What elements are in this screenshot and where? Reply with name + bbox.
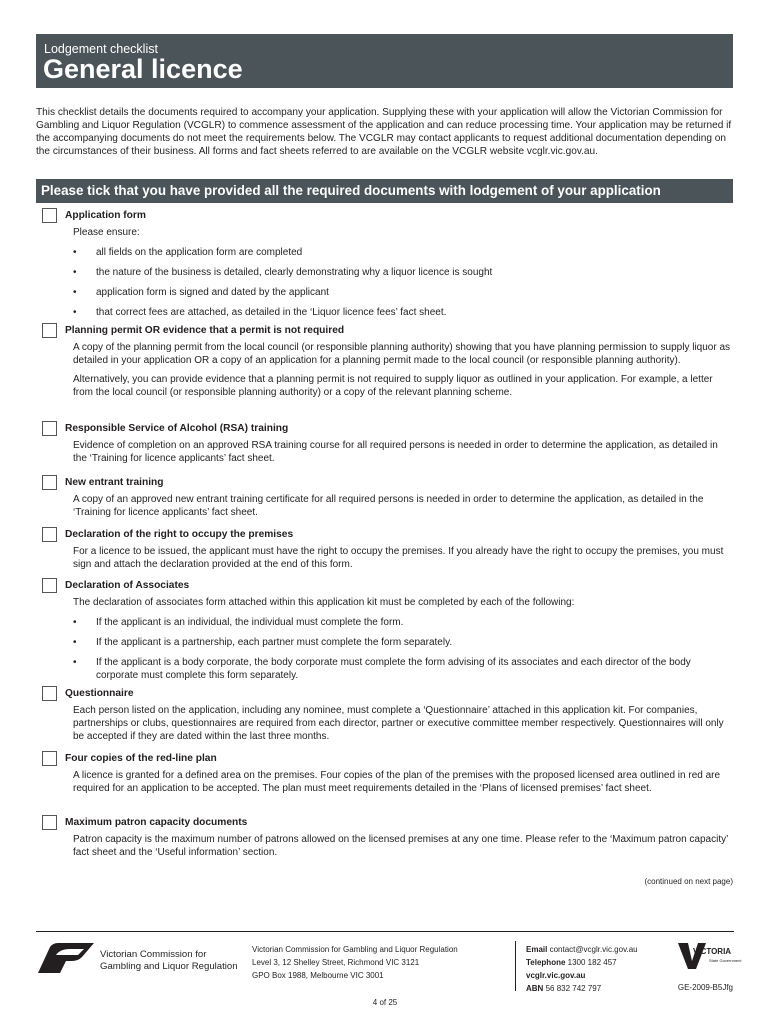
bullet-text: that correct fees are attached, as detailed in the ‘Liquor licence fees’ fact sheet. [96, 307, 447, 318]
continued-note: (continued on next page) [644, 877, 733, 886]
checklist-item-body [73, 493, 733, 519]
svg-text:VICTORIA: VICTORIA [693, 947, 732, 956]
checklist-item-body [73, 596, 733, 682]
footer-vertical-divider [515, 941, 516, 991]
bullet-icon: • [73, 657, 77, 668]
checklist-item-title: Planning permit OR evidence that a permit is not required [65, 325, 345, 336]
bullet-text: If the applicant is a partnership, each partner must complete the form separately. [96, 637, 453, 648]
checklist-item-title: Application form [65, 210, 146, 221]
checklist-paragraph: Please ensure: [73, 227, 140, 238]
page-title: General licence [43, 54, 243, 84]
checklist-item-title: Declaration of Associates [65, 580, 190, 591]
bullet-icon: • [73, 637, 77, 648]
bullet-text: the nature of the business is detailed, clearly demonstrating why a liquor licence is sought [96, 267, 493, 278]
header-subtitle: Lodgement checklist [44, 42, 158, 56]
checklist-item-title: Maximum patron capacity documents [65, 817, 248, 828]
checklist-item-body [73, 226, 733, 319]
phone-label: Telephone [526, 958, 566, 967]
checklist-checkbox[interactable] [42, 578, 57, 593]
checklist-paragraph: The declaration of associates form attached within this application kit must be completed by each of the following: [73, 597, 575, 608]
bullet-list [73, 246, 733, 319]
address-line: Victorian Commission for Gambling and Liquor Regulation [252, 945, 458, 954]
checklist-paragraph: For a licence to be issued, the applicant must have the right to occupy the premises. If you already have the right to occupy the premises, you must sign and attach the declaration provided at the end of this form. [73, 546, 724, 570]
checklist-checkbox[interactable] [42, 686, 57, 701]
website-link[interactable]: vcglr.vic.gov.au [526, 971, 586, 980]
checklist-paragraph: A copy of the planning permit from the local council (or responsible planning authority) showing that you have planning permission to supply liquor as detailed in your application OR a copy of an application for a planning permit made to the local council (or responsible planning authority). [73, 342, 731, 366]
bullet-list [73, 616, 733, 682]
vcglr-logo-icon [36, 941, 98, 975]
footer-address [252, 943, 458, 982]
bullet-item [73, 246, 733, 259]
logo-line-2: Gambling and Liquor Regulation [100, 960, 238, 972]
svg-text:State Government: State Government [709, 958, 742, 963]
checklist-checkbox[interactable] [42, 815, 57, 830]
phone-number: 1300 182 457 [567, 958, 617, 967]
checklist-paragraph: Each person listed on the application, including any nominee, must complete a ‘Questionnaire’ attached in this application kit. For companies, partnerships or clubs, questionnaires are required from each director, partner or executive committee member respectively. Questionnaires will only be accepted if they are dated within the last three months. [73, 705, 724, 742]
bullet-text: all fields on the application form are completed [96, 247, 303, 258]
logo-line-1: Victorian Commission for [100, 949, 207, 960]
header-band [36, 34, 733, 88]
checklist-paragraph: Evidence of completion on an approved RSA training course for all required persons is needed in order to determine the application, as detailed in the ‘Training for licence applicants’ fact sheet. [73, 440, 718, 464]
checklist-paragraph: A copy of an approved new entrant training certificate for all required persons is needed in order to determine the application, as detailed in the ‘Training for licence applicants’ fact sheet. [73, 494, 704, 518]
email-label: Email [526, 945, 548, 954]
bullet-item [73, 636, 733, 649]
bullet-item [73, 266, 733, 279]
checklist-paragraph: Alternatively, you can provide evidence that a planning permit is not required to supply liquor as outlined in your application. For example, a letter from the local council (or responsible planning authority) or a copy of the relevant planning scheme. [73, 374, 713, 398]
vcglr-logo [36, 941, 246, 975]
instruction-banner: Please tick that you have provided all the required documents with lodgement of your application [36, 179, 733, 203]
footer-divider [36, 931, 734, 932]
checklist-paragraph: A licence is granted for a defined area on the premises. Four copies of the plan of the premises with the proposed licensed area outlined in red are required for an application to be accepted. The plan must meet requirements detailed in the ‘Plans of licensed premises’ fact sheet. [73, 770, 721, 794]
checklist-item-title: Questionnaire [65, 688, 134, 699]
checklist-item-body [73, 545, 733, 571]
document-id: GE-2009-B5Jfg [677, 983, 733, 992]
bullet-icon: • [73, 307, 77, 318]
page-number: 4 of 25 [372, 998, 398, 1007]
checklist-item-body [73, 439, 733, 465]
abn-number: 56 832 742 797 [545, 984, 602, 993]
checklist-item-body [73, 833, 733, 859]
checklist-item-title: New entrant training [65, 477, 164, 488]
abn-label: ABN [526, 984, 544, 993]
bullet-icon: • [73, 287, 77, 298]
email-link[interactable]: contact@vcglr.vic.gov.au [549, 945, 638, 954]
checklist-checkbox[interactable] [42, 527, 57, 542]
address-line: GPO Box 1988, Melbourne VIC 3001 [252, 971, 384, 980]
checklist-checkbox[interactable] [42, 208, 57, 223]
checklist-item-title: Four copies of the red-line plan [65, 753, 217, 764]
checklist-item-body [73, 341, 733, 399]
checklist-checkbox[interactable] [42, 751, 57, 766]
footer-contact [526, 943, 638, 995]
bullet-item [73, 616, 733, 629]
bullet-text: If the applicant is an individual, the individual must complete the form. [96, 617, 404, 628]
victoria-state-government-logo [676, 941, 742, 971]
bullet-item [73, 286, 733, 299]
victoria-logo-icon [676, 941, 742, 971]
checklist-item-title: Responsible Service of Alcohol (RSA) training [65, 423, 289, 434]
intro-paragraph: This checklist details the documents required to accompany your application. Supplying these with your application will allow the Victorian Commission for Gambling and Liquor Regulation (VCGLR) to commence assessment of the application and can reduce processing time. Your application may be returned if the accompanying documents do not meet the requirements below. The VCGLR may contact applicants to request additional documentation depending on the circumstances of their business. All forms and fact sheets referred to are available on the VCGLR website vcglr.vic.gov.au. [36, 107, 732, 158]
checklist-checkbox[interactable] [42, 323, 57, 338]
checklist-paragraph: Patron capacity is the maximum number of patrons allowed on the licensed premises at any one time. Please refer to the ‘Maximum patron capacity’ fact sheet and the ‘Useful information’ section. [73, 834, 728, 858]
bullet-item [73, 306, 733, 319]
checklist-item-body [73, 704, 733, 743]
bullet-text: application form is signed and dated by the applicant [96, 287, 329, 298]
address-line: Level 3, 12 Shelley Street, Richmond VIC 3121 [252, 958, 420, 967]
checklist-item-title: Declaration of the right to occupy the premises [65, 529, 294, 540]
bullet-item [73, 656, 733, 682]
checklist-checkbox[interactable] [42, 475, 57, 490]
bullet-icon: • [73, 247, 77, 258]
bullet-text: If the applicant is a body corporate, the body corporate must complete the form advising of its associates and each director of the body corporate must complete this form separately. [96, 657, 691, 681]
checklist-item-body [73, 769, 733, 795]
checklist-checkbox[interactable] [42, 421, 57, 436]
logo-wordmark [100, 949, 238, 972]
bullet-icon: • [73, 267, 77, 278]
bullet-icon: • [73, 617, 77, 628]
